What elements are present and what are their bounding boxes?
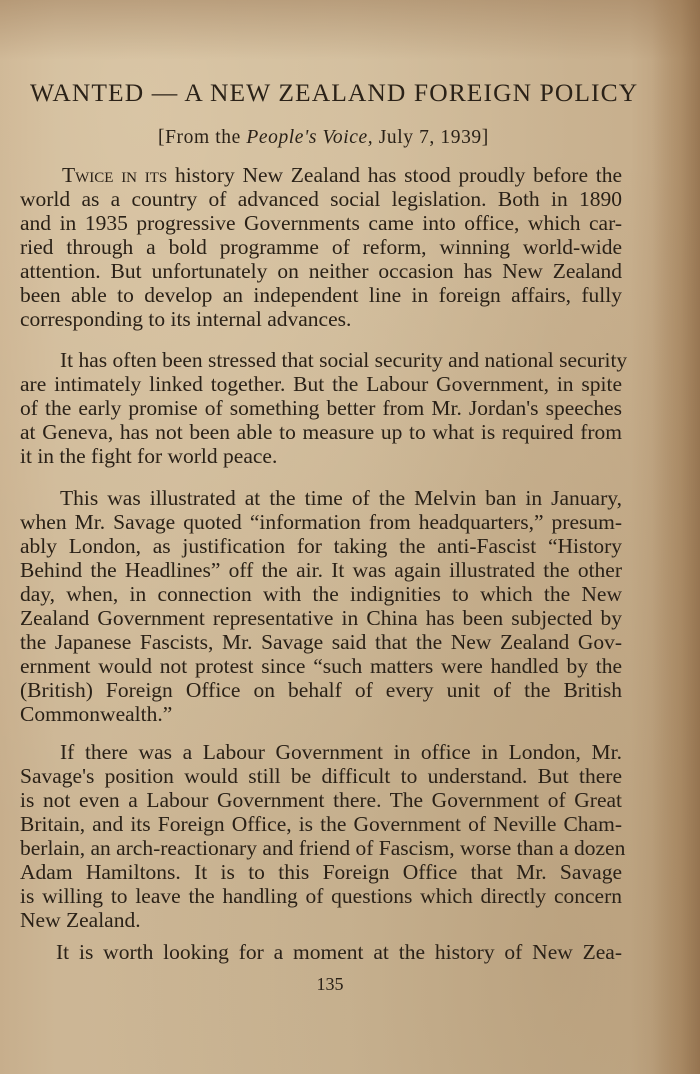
paragraph-line: Savage's position would still be difficult to understand. But there [20,764,622,788]
paragraph-line: ably London, as justification for taking the anti-Fascist “History [20,534,622,558]
paragraph-line: and in 1935 progressive Governments came into office, which car- [20,211,622,235]
source-date: July 7, 1939] [373,127,489,148]
paragraph-line: been able to develop an independent line in foreign affairs, fully [20,283,622,307]
page-number: 135 [316,974,344,994]
paragraph-line: Commonwealth.” [20,702,173,726]
paragraph-line: attention. But unfortunately on neither occasion has New Zealand [20,259,622,283]
paragraph-line: If there was a Labour Government in office in London, Mr. [60,740,622,764]
page-edge-shadow [652,0,700,1074]
paragraph-line: ried through a bold programme of reform, winning world-wide [20,235,622,259]
paragraph-2 [20,348,628,468]
paragraph-line: It has often been stressed that social security and national security [60,348,628,372]
paragraph-line: day, when, in connection with the indignities to which the New [20,582,622,606]
paragraph-line: of the early promise of something better from Mr. Jordan's speeches [20,396,622,420]
paragraph-1 [20,163,622,331]
paragraph-line: New Zealand. [20,908,141,932]
paragraph-line: Zealand Government representative in China has been subjected by [20,606,622,630]
paragraph-4 [20,740,626,932]
paragraph-line: Britain, and its Foreign Office, is the Government of Neville Cham- [20,812,622,836]
paragraph-lead: Twice in its [62,163,168,187]
paragraph-line: is not even a Labour Government there. The Government of Great [20,788,622,812]
paragraph-5 [20,940,622,964]
paragraph-line: it in the fight for world peace. [20,444,278,468]
paragraph-line: when Mr. Savage quoted “information from headquarters,” presum- [20,510,622,534]
paragraph-line: Adam Hamiltons. It is to this Foreign Office that Mr. Savage [20,860,622,884]
paragraph-line: This was illustrated at the time of the Melvin ban in January, [60,486,622,510]
chapter-heading: WANTED — A NEW ZEALAND FOREIGN POLICY [30,78,639,107]
source-citation [158,127,489,149]
paragraph-line: is willing to leave the handling of questions which directly concern [20,884,622,908]
paragraph-line: Twice in its history New Zealand has stood proudly before the [62,163,623,187]
paragraph-line: berlain, an arch-reactionary and friend of Fascism, worse than a dozen [20,836,626,860]
paragraph-line: are intimately linked together. But the Labour Government, in spite [20,372,622,396]
paragraph-line: the Japanese Fascists, Mr. Savage said that the New Zealand Gov- [20,630,622,654]
source-open: [From the [158,127,247,148]
paragraph-line: world as a country of advanced social legislation. Both in 1890 [20,187,622,211]
paragraph-line: It is worth looking for a moment at the history of New Zea- [56,940,622,964]
paragraph-line: (British) Foreign Office on behalf of every unit of the British [20,678,622,702]
paragraph-3 [20,486,622,726]
paragraph-line: corresponding to its internal advances. [20,307,352,331]
paragraph-line: at Geneva, has not been able to measure up to what is required from [20,420,622,444]
paragraph-line: ernment would not protest since “such matters were handled by the [20,654,622,678]
source-publication: People's Voice, [246,127,374,148]
page-top-shadow [0,0,700,60]
paragraph-line: Behind the Headlines” off the air. It was again illustrated the other [20,558,622,582]
